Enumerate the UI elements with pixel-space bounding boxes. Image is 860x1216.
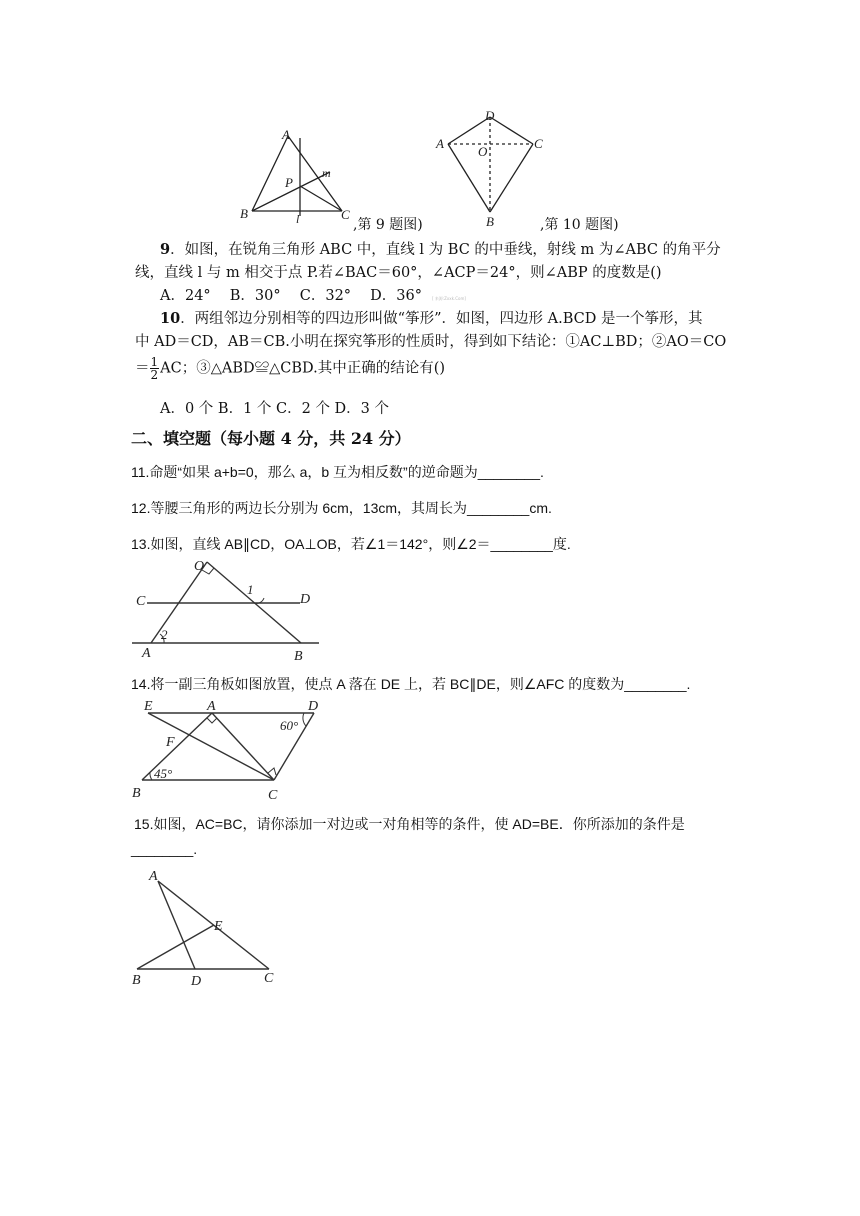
label-D: D xyxy=(485,108,495,123)
label-60deg: 60° xyxy=(280,718,299,733)
figure-10 xyxy=(430,108,560,228)
q10-options: A．0 个 B．1 个 C．2 个 D．3 个 xyxy=(160,401,390,417)
label-P: P xyxy=(285,175,293,190)
label-B: B xyxy=(240,206,248,221)
q9-line2: 线，直线 l 与 m 相交于点 P.若∠BAC＝60°，∠ACP＝24°，则∠ABP 的度数是() xyxy=(135,265,662,281)
q12: 12.等腰三角形的两边长分别为 6cm，13cm，其周长为________cm. xyxy=(131,500,552,516)
fraction-one-half: $\frac{1}{2}$ xyxy=(150,355,159,382)
figure-9 xyxy=(230,128,360,228)
section-header: 二、填空题（每小题 4 分，共 24 分） xyxy=(131,429,411,448)
label-B: B xyxy=(132,973,141,988)
label-D: D xyxy=(191,974,202,989)
q9-line1: 9．如图，在锐角三角形 ABC 中，直线 l 为 BC 的中垂线，射线 m 为∠ABC 的角平分 xyxy=(160,241,721,258)
figure-15 xyxy=(128,864,288,990)
label-C: C xyxy=(136,594,146,609)
label-45deg: 45° xyxy=(154,766,173,781)
figure-9-caption: ,第 9 题图) xyxy=(353,217,423,233)
label-B: B xyxy=(486,214,494,228)
q15-line1: 15.如图，AC=BC，请你添加一对边或一对角相等的条件，使 AD=BE．你所添加的条件是 xyxy=(134,816,685,832)
label-D: D xyxy=(300,592,311,607)
label-A: A xyxy=(142,646,151,661)
label-E: E xyxy=(214,919,223,934)
q10-line1: 10．两组邻边分别相等的四边形叫做“筝形”．如图，四边形 A.BCD 是一个筝形，其 xyxy=(160,310,703,327)
label-O: O xyxy=(194,559,205,574)
label-B: B xyxy=(132,786,141,801)
q10-line2: 中 AD＝CD，AB＝CB.小明在探究筝形的性质时，得到如下结论：①AC⊥BD；②AO＝CO xyxy=(135,334,727,350)
q9-options: A．24° B．30° C．32° D．36° xyxy=(160,288,422,304)
label-l: l xyxy=(296,212,300,226)
label-A: A xyxy=(436,136,444,151)
figure-14 xyxy=(128,696,333,804)
q14: 14.将一副三角板如图放置，使点 A 落在 DE 上，若 BC∥DE，则∠AFC 的度数为________. xyxy=(131,676,691,692)
label-C: C xyxy=(264,971,274,986)
q10-number: 10 xyxy=(160,310,181,327)
figure-10-caption: ,第 10 题图) xyxy=(540,217,619,233)
q9-number: 9 xyxy=(160,241,171,258)
label-angle-2: 2 xyxy=(161,627,168,642)
label-D: D xyxy=(308,699,319,714)
label-E: E xyxy=(144,699,153,714)
label-C: C xyxy=(341,207,350,222)
q10-line3: ＝ $\frac{1}{2}$ AC；③△ABD≌△CBD.其中正确的结论有() xyxy=(135,355,446,382)
watermark-text: [ 来源:Zxxk.Com] xyxy=(432,296,466,301)
label-m: m xyxy=(322,166,331,180)
label-O: O xyxy=(478,144,488,159)
label-A: A xyxy=(282,128,290,142)
label-F: F xyxy=(166,735,175,750)
label-B: B xyxy=(294,649,303,664)
label-angle-1: 1 xyxy=(247,582,254,597)
label-C: C xyxy=(268,788,278,803)
q13: 13.如图，直线 AB∥CD，OA⊥OB，若∠1＝142°，则∠2＝________度. xyxy=(131,536,571,552)
label-A: A xyxy=(207,699,216,714)
q15-line2: ________. xyxy=(131,841,198,857)
label-C: C xyxy=(534,136,543,151)
figure-13 xyxy=(128,556,328,664)
label-A: A xyxy=(149,869,158,884)
q11: 11.命题“如果 a+b=0，那么 a，b 互为相反数”的逆命题为________. xyxy=(131,464,544,480)
